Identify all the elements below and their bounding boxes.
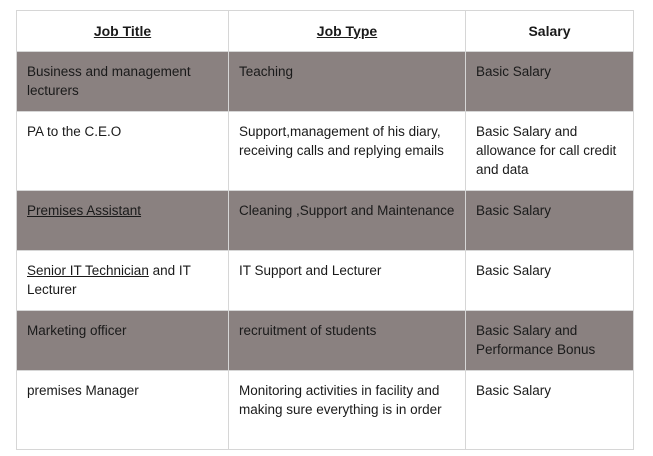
job-title-text: Marketing officer — [27, 323, 127, 338]
job-title-link-text: Senior IT Technician — [27, 263, 149, 278]
job-title-text: premises Manager — [27, 383, 139, 398]
job-title-text: Business and management lecturers — [27, 64, 191, 98]
cell-job-type: Support,management of his diary, receiving calls and replying emails — [229, 112, 466, 191]
cell-job-title — [17, 311, 229, 371]
header-job-title-text: Job Title — [93, 22, 152, 39]
job-title-text: PA to the C.E.O — [27, 124, 122, 139]
job-title-suffix-text: and IT Lecturer — [27, 263, 191, 297]
cell-job-title — [17, 371, 229, 450]
cell-salary: Basic Salary and Performance Bonus — [466, 311, 634, 371]
cell-job-title — [17, 251, 229, 311]
table-row — [17, 251, 634, 311]
job-table — [16, 10, 634, 450]
table-header-row — [17, 11, 634, 52]
cell-job-type: recruitment of students — [229, 311, 466, 371]
cell-job-title — [17, 52, 229, 112]
cell-job-type: Cleaning ,Support and Maintenance — [229, 191, 466, 251]
cell-salary: Basic Salary and allowance for call credit and data — [466, 112, 634, 191]
header-job-type-text: Job Type — [316, 22, 378, 39]
cell-salary: Basic Salary — [466, 191, 634, 251]
header-salary — [466, 11, 634, 52]
table-row — [17, 112, 634, 191]
cell-salary: Basic Salary — [466, 371, 634, 450]
cell-salary: Basic Salary — [466, 251, 634, 311]
cell-job-type: Teaching — [229, 52, 466, 112]
cell-job-type: IT Support and Lecturer — [229, 251, 466, 311]
job-table-container — [16, 10, 633, 450]
cell-job-title — [17, 191, 229, 251]
table-row — [17, 52, 634, 112]
header-job-title — [17, 11, 229, 52]
table-row — [17, 311, 634, 371]
table-row — [17, 371, 634, 450]
cell-job-type: Monitoring activities in facility and making sure everything is in order — [229, 371, 466, 450]
cell-salary: Basic Salary — [466, 52, 634, 112]
header-job-type — [229, 11, 466, 52]
cell-job-title — [17, 112, 229, 191]
job-title-link-text: Premises Assistant — [27, 203, 142, 218]
table-row — [17, 191, 634, 251]
header-salary-text: Salary — [528, 22, 571, 39]
